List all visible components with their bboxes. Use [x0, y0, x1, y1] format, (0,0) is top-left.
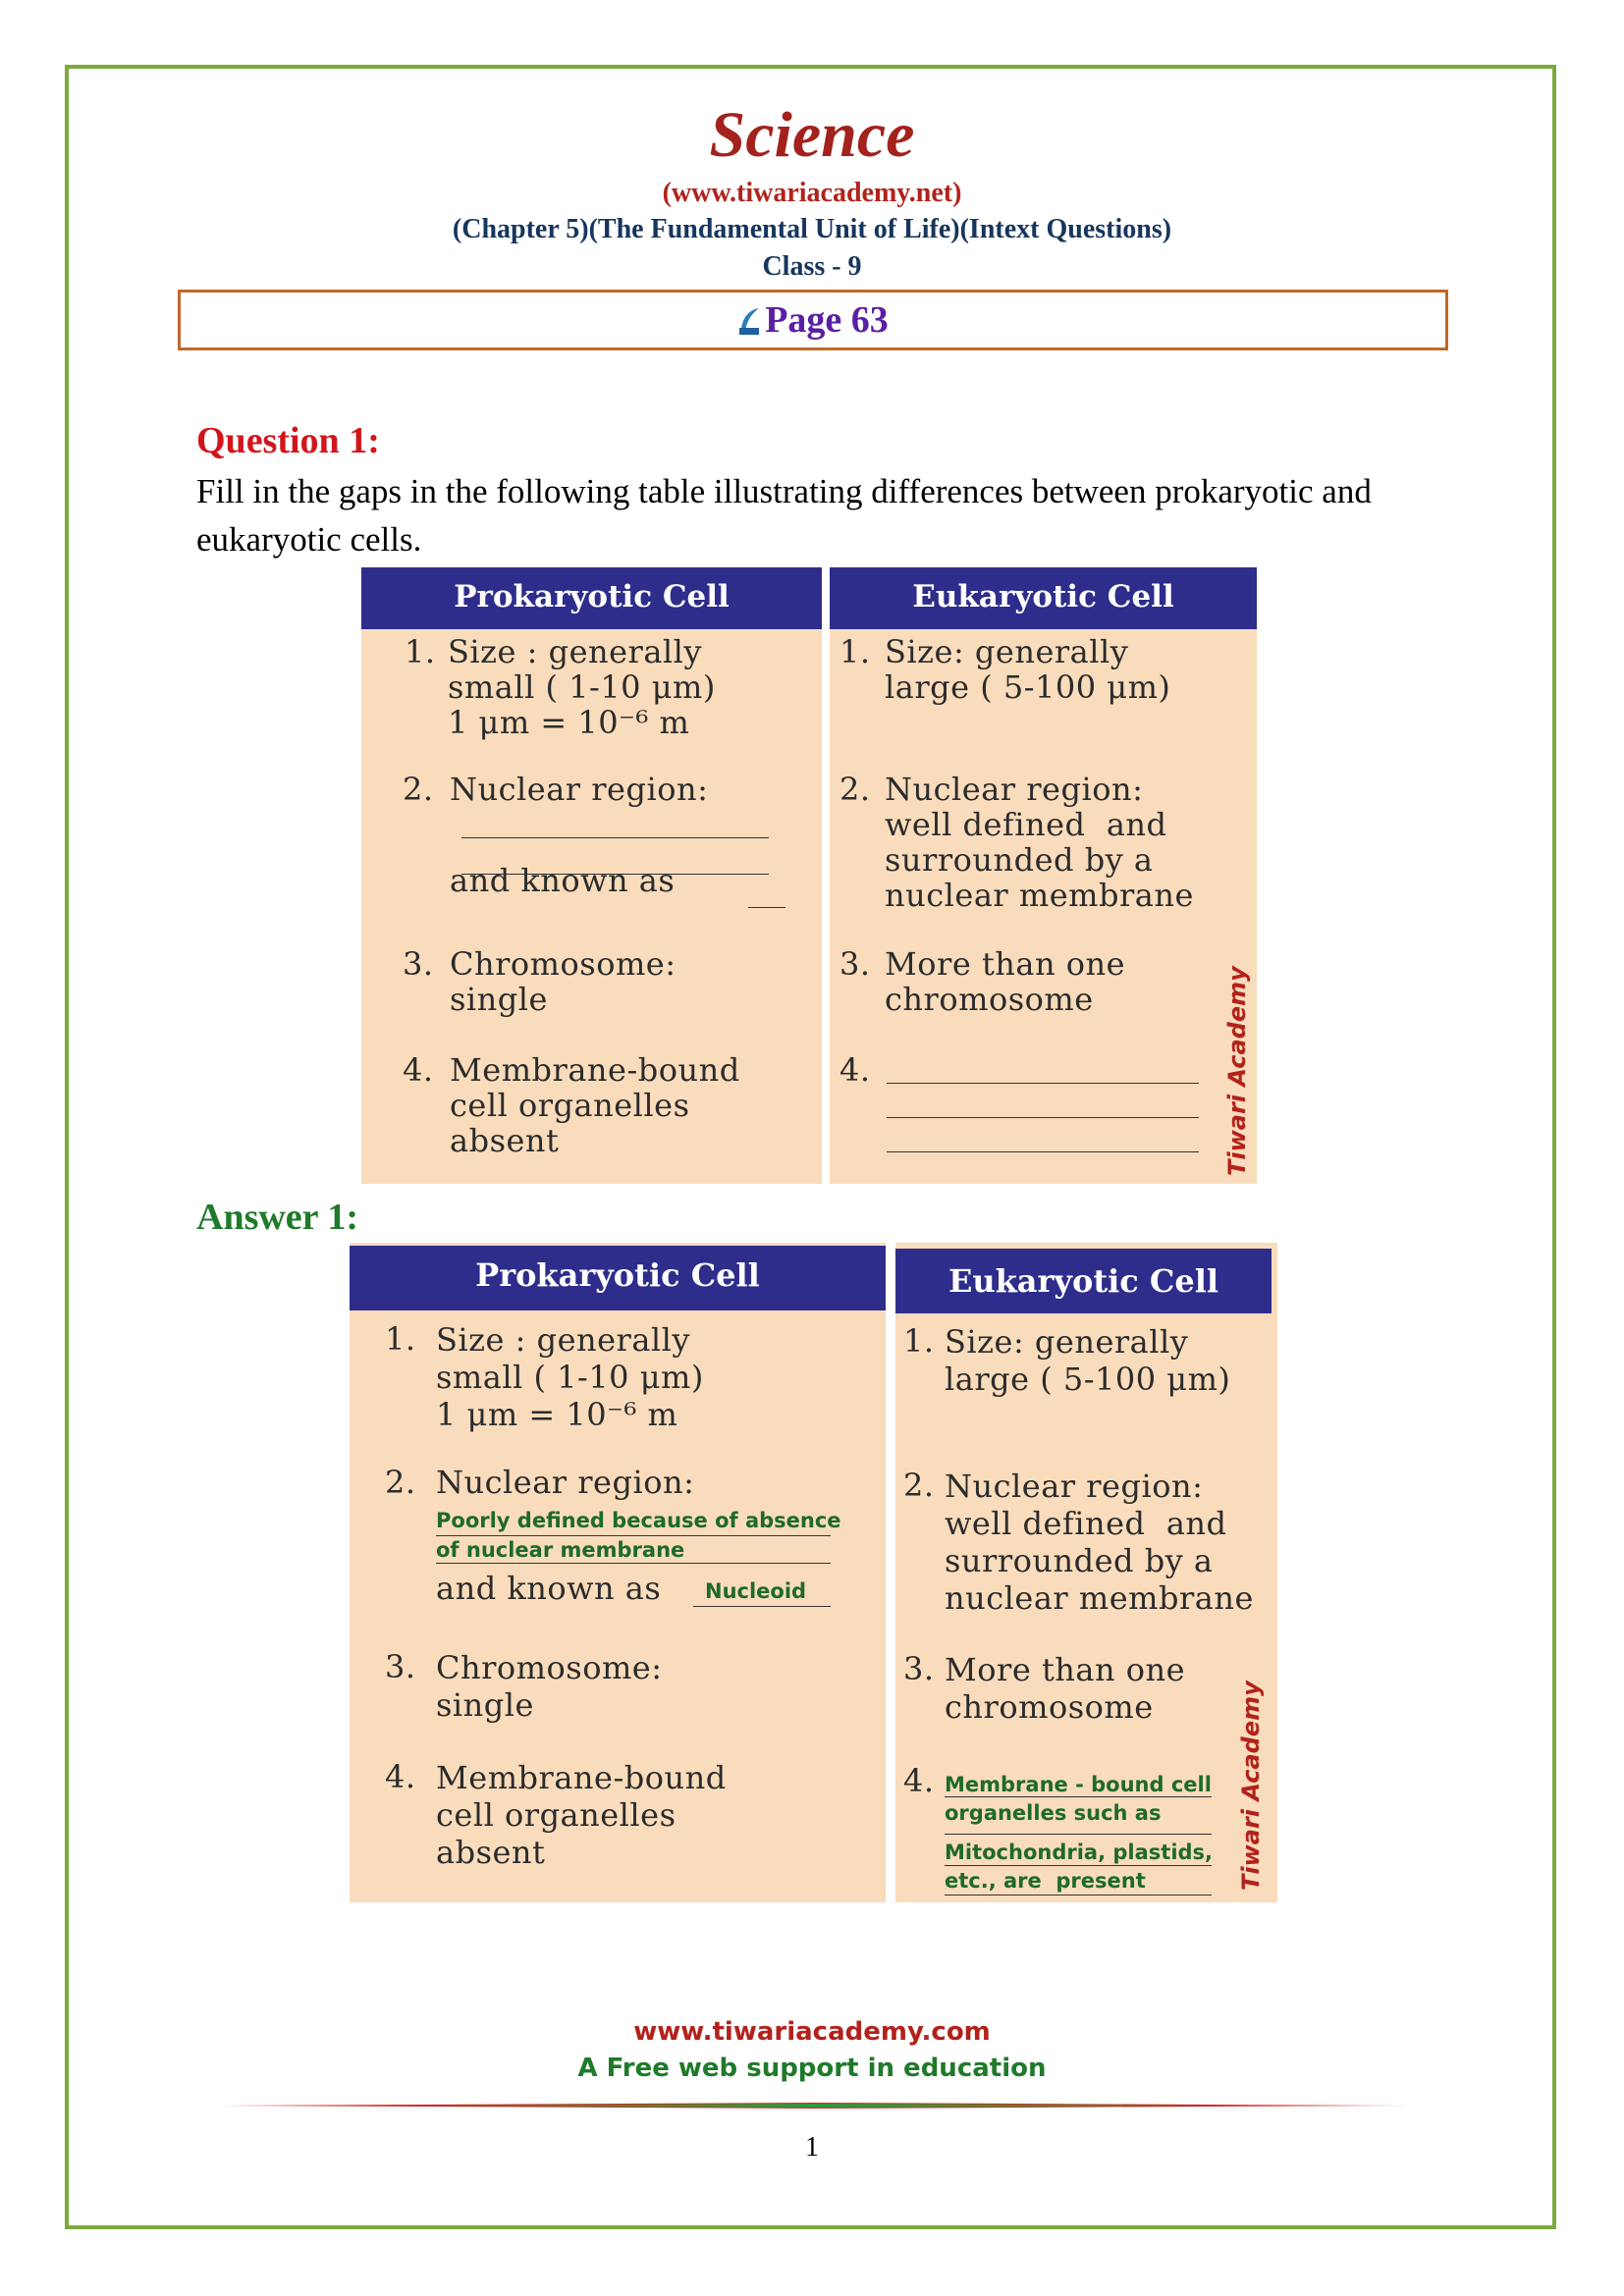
- page-title: Science: [709, 99, 915, 171]
- question-heading: Question 1:: [196, 420, 380, 461]
- footer-website-link[interactable]: www.tiwariacademy.com: [633, 2017, 991, 2047]
- prokaryotic-header: Prokaryotic Cell: [361, 567, 822, 629]
- page-number: 1: [805, 2132, 819, 2163]
- feather-logo-icon: [737, 306, 763, 336]
- answer-underline: [436, 1563, 831, 1564]
- page-banner: [178, 290, 1448, 350]
- blank-line[interactable]: [461, 874, 769, 875]
- blank-line[interactable]: [887, 1151, 1199, 1152]
- watermark-text: Tiwari Academy: [1223, 966, 1251, 1176]
- answer-organelles-3: Mitochondria, plastids,: [945, 1841, 1214, 1864]
- blank-line[interactable]: [748, 907, 785, 908]
- page-number-label: Page 63: [765, 299, 889, 341]
- chapter-info: (Chapter 5)(The Fundamental Unit of Life)(Intext Questions): [452, 214, 1172, 244]
- question-table: Prokaryotic Cell Eukaryotic Cell 1. Size : generally small ( 1-10 μm) 1 μm = 10⁻⁶ m 2. Nuclear region: and known as 3. Chromosome: single 4. Membrane-bound cell organelles absent 1. Size: generally large ( 5-100 μm) 2. Nuclear region: well defined and surrounded by a nuclear membrane 3. More than one chromosome 4. Tiwari Academy: [361, 567, 1257, 1184]
- answer-organelles-4: etc., are present: [945, 1869, 1146, 1893]
- footer-tagline: A Free web support in education: [577, 2054, 1047, 2083]
- watermark-text: Tiwari Academy: [1237, 1681, 1265, 1891]
- blank-line[interactable]: [461, 837, 769, 838]
- blank-line[interactable]: [887, 1117, 1199, 1118]
- prokaryotic-header: Prokaryotic Cell: [350, 1246, 886, 1310]
- answer-underline: [693, 1606, 831, 1607]
- eukaryotic-header: Eukaryotic Cell: [895, 1249, 1272, 1313]
- answer-nuclear-region: Poorly defined because of absence of nuclear membrane: [436, 1509, 841, 1562]
- answer-organelles-2: organelles such as: [945, 1801, 1162, 1825]
- column-separator: [886, 1243, 895, 1902]
- website-link[interactable]: (www.tiwariacademy.net): [662, 178, 962, 208]
- eukaryotic-header: Eukaryotic Cell: [830, 567, 1257, 629]
- answer-nucleoid: Nucleoid: [705, 1579, 807, 1603]
- footer-divider: [218, 2103, 1408, 2109]
- answer-underline: [945, 1895, 1212, 1896]
- answer-underline: [945, 1834, 1212, 1835]
- answer-underline: [436, 1535, 831, 1536]
- answer-heading: Answer 1:: [196, 1197, 359, 1238]
- answer-table: Prokaryotic Cell Eukaryotic Cell 1. Size : generally small ( 1-10 μm) 1 μm = 10⁻⁶ m 2. Nuclear region: and known as Poorly defined because of absence of nuclear membrane Nucleoid 3. Chromosome: single 4. Membrane-bound cell organelles absent 1. Size: generally large ( 5-100 μm) 2. Nuclear region: well defined and surrounded by a nuclear membrane 3. More than one chromosome 4. Membrane - bound cell organelles such as Mitochondria, plastids, etc., are present Tiwari Academy: [350, 1243, 1277, 1902]
- class-label: Class - 9: [762, 251, 862, 282]
- question-text: Fill in the gaps in the following table illustrating differences between prokaryotic and eukaryotic cells.: [196, 472, 1372, 559]
- blank-line[interactable]: [887, 1083, 1199, 1084]
- answer-underline: [945, 1796, 1212, 1797]
- column-separator: [822, 567, 830, 1184]
- answer-organelles-1: Membrane - bound cell: [945, 1773, 1212, 1796]
